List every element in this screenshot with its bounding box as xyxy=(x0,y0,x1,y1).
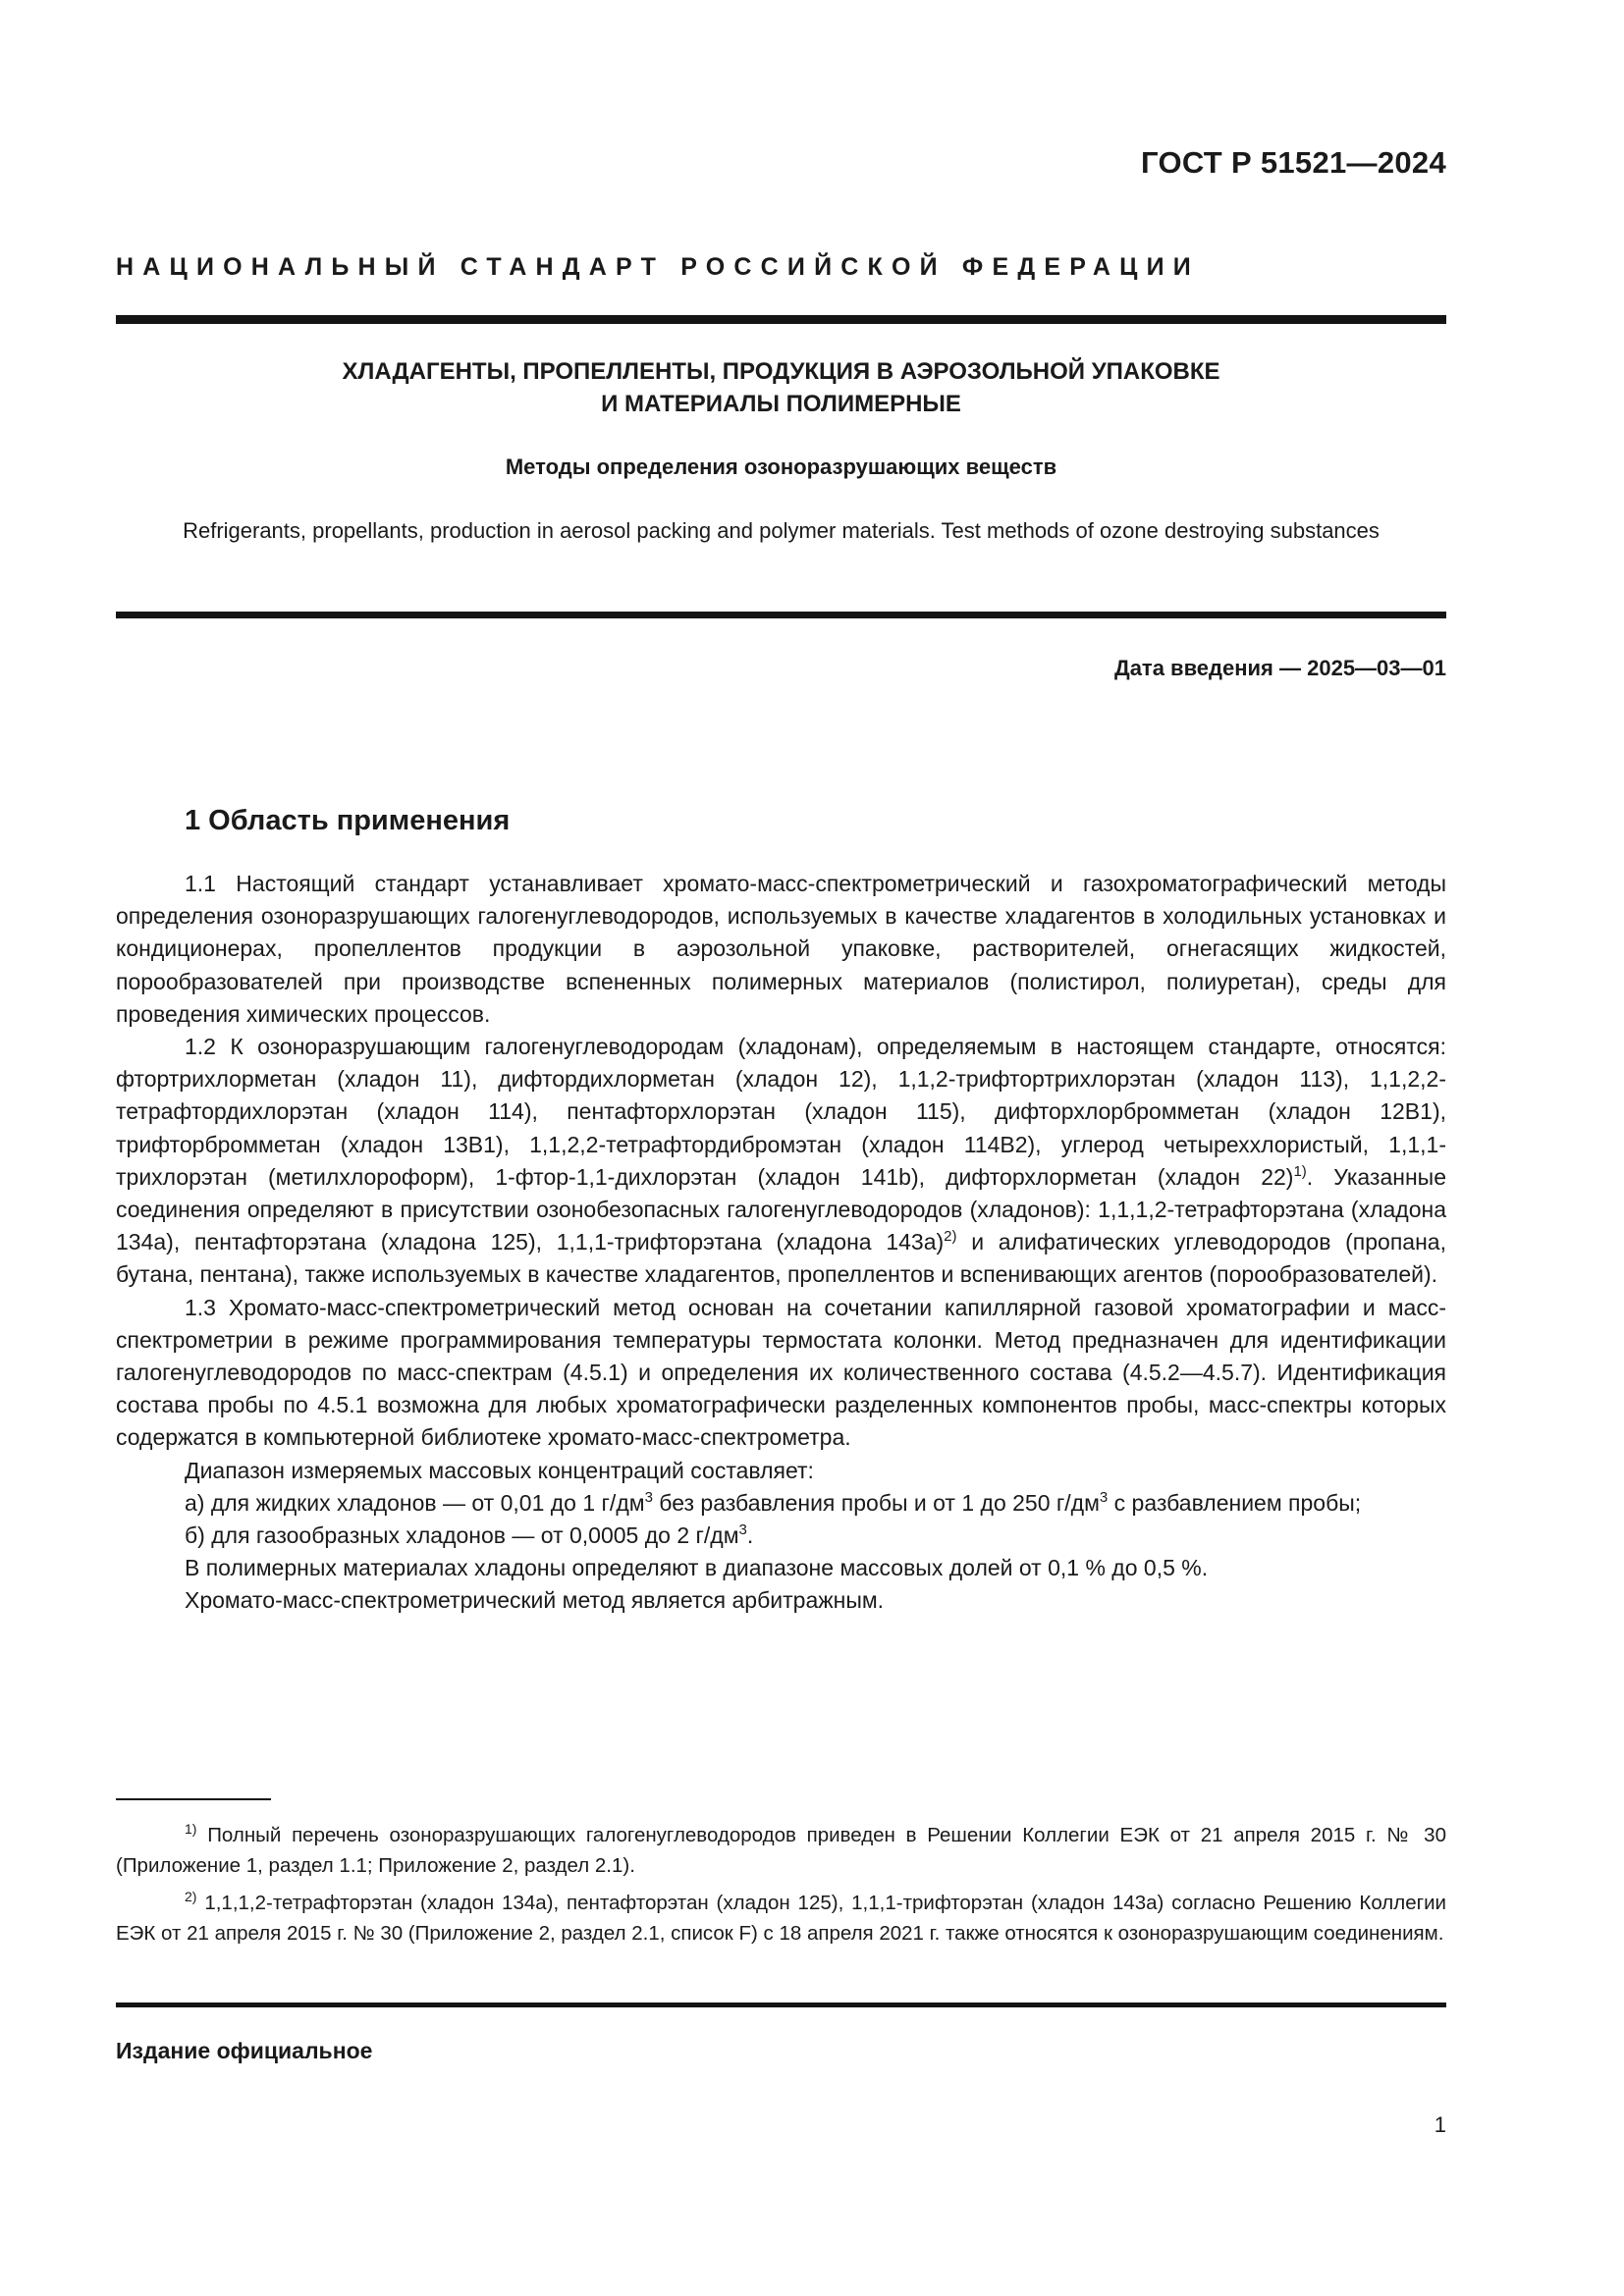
national-standard-banner: НАЦИОНАЛЬНЫЙ СТАНДАРТ РОССИЙСКОЙ ФЕДЕРАЦИИ xyxy=(116,253,1200,281)
range-intro: Диапазон измеряемых массовых концентраций составляет: xyxy=(185,1457,814,1483)
range-item-a: а) для жидких хладонов — от 0,01 до 1 $г/дм^3$ без разбавления пробы и от 1 до 250 $г/дм^3$ с разбавлением пробы; xyxy=(185,1488,1362,1516)
footnote-2: $^{2)}$ 1,1,1,2-тетрафторэтан (хладон 134а), пентафторэтан (хладон 125), 1,1,1-трифторэтан (хладон 143а) согласно Решению Коллегии ЕЭК от 21 апреля 2015 г. № 30 (Приложение 2, раздел 2.1, список F) с 18 апреля 2021 г. также относятся к озоноразрушающим соединениям. xyxy=(116,1889,1446,1945)
footnotes xyxy=(116,1820,1446,1955)
document-title xyxy=(116,355,1446,420)
section-body xyxy=(116,868,1446,1618)
paragraph-1-1: 1.1 Настоящий стандарт устанавливает хромато-масс-спектрометрический и газохроматографический методы определения озоноразрушающих галогенуглеводородов, используемых в качестве хладагентов в холодильных установках и кондиционерах, пропеллентов продукции в аэрозольной упаковке, растворителей, огнегасящих жидкостей, порообразователей при производстве вспененных полимерных материалов (полистирол, полиуретан), среды для проведения химических процессов. xyxy=(116,871,1446,1027)
official-edition-label: Издание официальное xyxy=(116,2038,373,2063)
paragraph-1-2: 1.2 К озоноразрушающим галогенуглеводородам (хладонам), определяемым в настоящем стандарте, относятся: фтортрихлорметан (хладон 11), дифтордихлорметан (хладон 12), 1,1,2-трифтортрихлорэтан (хладон 113), 1,1,2,2-тетрафтордихлорэтан (хладон 114), пентафторхлорэтан (хладон 115), дифторхлорбромметан (хладон 12В1), трифторбромметан (хладон 13В1), 1,1,2,2-тетрафтордибромэтан (хладон 114В2), углерод четыреххлористый, 1,1,1-трихлорэтан (метилхлороформ), 1-фтор-1,1-дихлорэтан (хладон 141b), дифторхлорметан (хладон 22)$^{1)}$. Указанные соединения определяют в присутствии озонобезопасных галогенуглеводородов (хладонов): 1,1,1,2-тетрафторэтана (хладона 134а), пентафторэтана (хладона 125), 1,1,1-трифторэтана (хладона 143а)$^{2)}$ и алифатических углеводородов (пропана, бутана, пентана), также используемых в качестве хладагентов, пропеллентов и вспенивающих агентов (порообразователей). xyxy=(116,1034,1446,1288)
page-number: 1 xyxy=(1434,2112,1446,2137)
document-code: ГОСТ Р 51521—2024 xyxy=(1141,145,1446,180)
range-item-b: б) для газообразных хладонов — от 0,0005 до 2 $г/дм^3$. xyxy=(185,1522,754,1549)
arbitration-note: Хромато-масс-спектрометрический метод является арбитражным. xyxy=(185,1587,885,1614)
document-subtitle: Методы определения озоноразрушающих веществ xyxy=(505,454,1057,479)
footnote-ref-2[interactable]: 2) xyxy=(944,1228,957,1246)
english-title: Refrigerants, propellants, production in aerosol packing and polymer materials. Test methods of ozone destroying substances xyxy=(183,518,1380,543)
title-divider xyxy=(116,612,1446,618)
title-line-2: И МАТЕРИАЛЫ ПОЛИМЕРНЫЕ xyxy=(601,391,961,417)
effective-date: Дата введения — 2025—03—01 xyxy=(1114,656,1446,680)
header-divider xyxy=(116,315,1446,324)
footnote-1: $^{1)}$ Полный перечень озоноразрушающих галогенуглеводородов приведен в Решении Коллегии ЕЭК от 21 апреля 2015 г. № 30 (Приложение 1, раздел 1.1; Приложение 2, раздел 2.1). xyxy=(116,1821,1446,1877)
footnote-mark: 1) xyxy=(185,1821,197,1837)
footnote-mark: 2) xyxy=(185,1889,197,1904)
section-heading: 1 Область применения xyxy=(185,805,511,836)
footer-divider xyxy=(116,2002,1446,2007)
polymer-range: В полимерных материалах хладоны определяют в диапазоне массовых долей от 0,1 % до 0,5 %. xyxy=(185,1555,1209,1581)
footnote-ref-1[interactable]: 1) xyxy=(1293,1162,1307,1180)
footnote-separator xyxy=(116,1798,271,1800)
paragraph-1-3: 1.3 Хромато-масс-спектрометрический метод основан на сочетании капиллярной газовой хроматографии и масс-спектрометрии в режиме программирования температуры термостата колонки. Метод предназначен для идентификации галогенуглеводородов по масс-спектрам (4.5.1) и определения их количественного состава (4.5.2—4.5.7). Идентификация состава пробы по 4.5.1 возможна для любых хроматографически разделенных компонентов пробы, масс-спектры которых содержатся в компьютерной библиотеке хромато-масс-спектрометра. xyxy=(116,1294,1446,1451)
title-line-1: ХЛАДАГЕНТЫ, ПРОПЕЛЛЕНТЫ, ПРОДУКЦИЯ В АЭРОЗОЛЬНОЙ УПАКОВКЕ xyxy=(342,358,1220,385)
